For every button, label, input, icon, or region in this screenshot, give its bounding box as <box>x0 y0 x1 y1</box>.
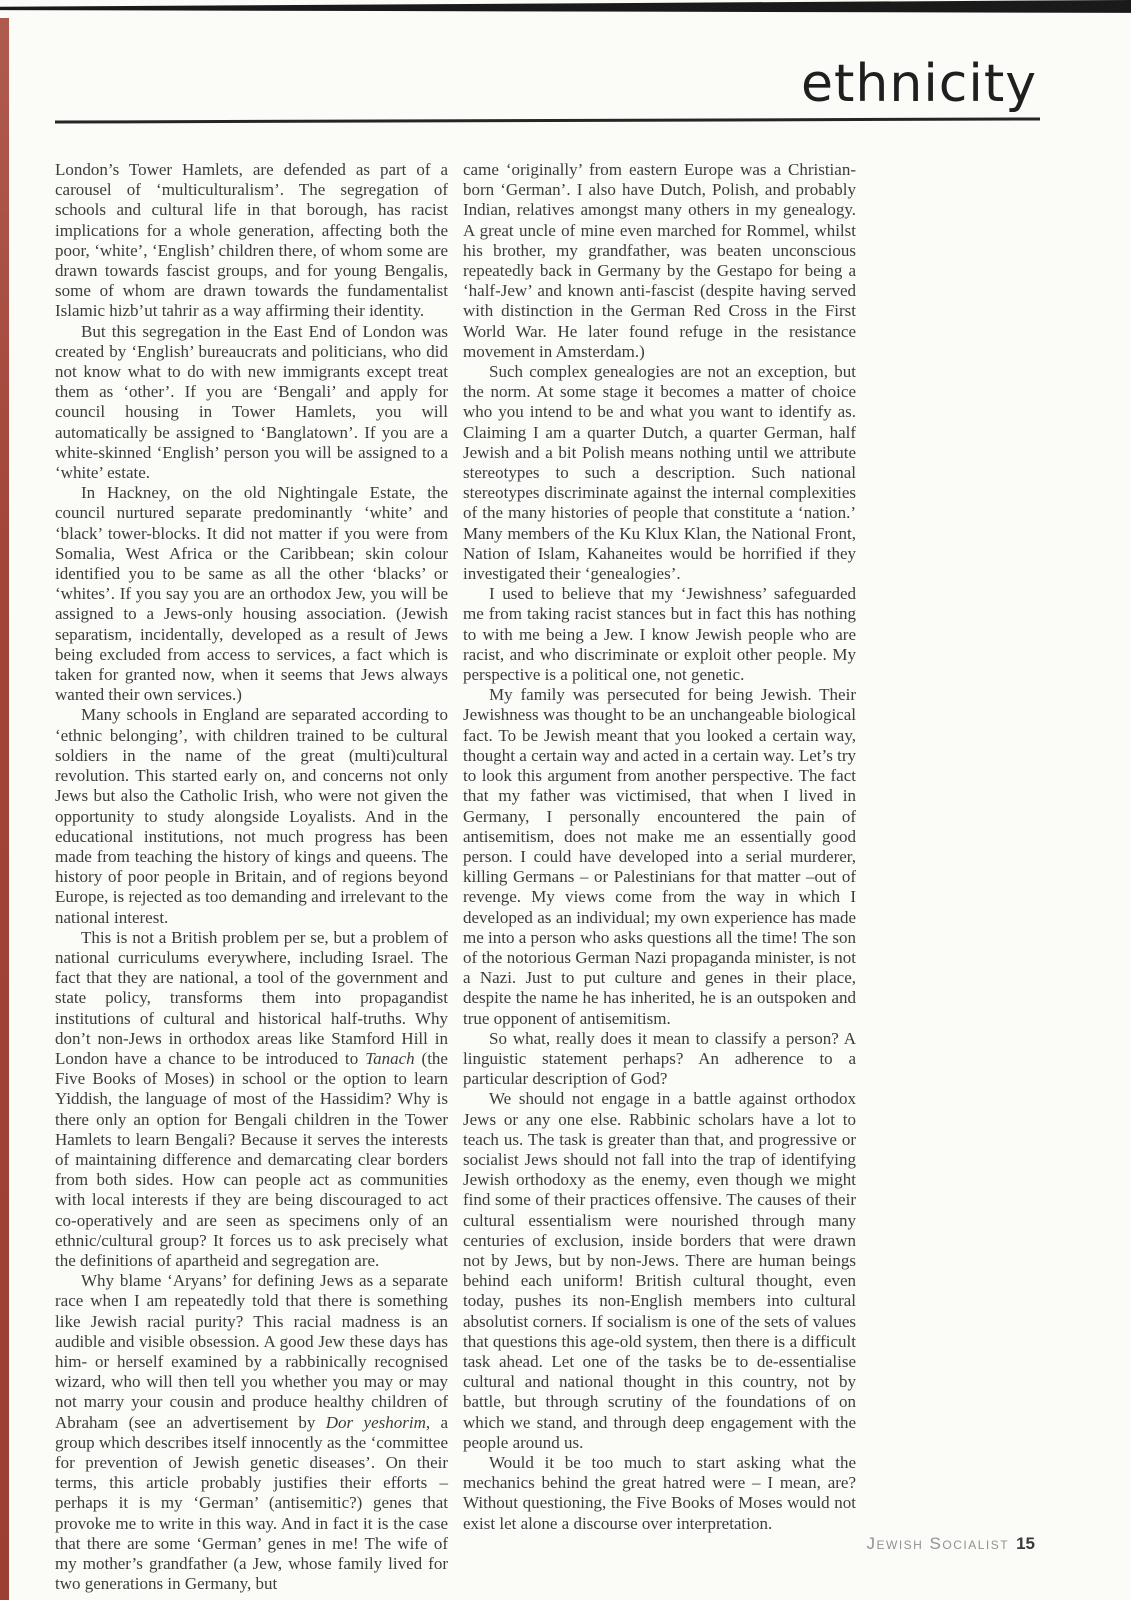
text-column-right <box>463 160 856 1534</box>
paragraph: We should not engage in a battle against orthodox Jews or any one else. Rabbinic scholars have a lot to teach us. The task is greater than that, and progressive or socialist Jews should not fall into the trap of identifying Jewish orthodoxy as the enemy, even though we might find some of their practices offensive. The causes of their cultural essentialism were nourished through many centuries of exclusion, inside borders that were drawn not by Jews, but by non-Jews. There are human beings behind each uniform! British cultural thought, even today, pushes its non-English members into cultural absolutist corners. If socialism is one of the sets of values that questions this age-old system, then there is a difficult task ahead. Let one of the tasks be to de-essentialise cultural and national thought in this country, not by battle, but through scrutiny of the foundations of on which we stand, and through deep engagement with the people around us. <box>463 1089 856 1452</box>
page-number: 15 <box>1016 1534 1035 1553</box>
paragraph: In Hackney, on the old Nightingale Estate, the council nurtured separate predominantly ‘white’ and ‘black’ tower-blocks. It did not matter if you were from Somalia, West Africa or the Caribbean; skin colour identified you to be same as all the other ‘blacks’ or ‘whites’. If you say you are an orthodox Jew, you will be assigned to a Jews-only housing association. (Jewish separatism, incidentally, developed as a result of Jews being excluded from access to services, a fact which is taken for granted now, when it seems that Jews always wanted their own services.) <box>55 483 448 705</box>
magazine-name: Jewish Socialist <box>866 1534 1010 1553</box>
paragraph: This is not a British problem per se, but a problem of national curriculums everywhere, including Israel. The fact that they are national, a tool of the government and state policy, transforms them into propagandist institutions of cultural and historical half-truths. Why don’t non-Jews in orthodox areas like Stamford Hill in London have a chance to be introduced to Tanach (the Five Books of Moses) in school or the option to learn Yiddish, the language of most of the Hassidim? Why is there only an option for Bengali children in the Tower Hamlets to learn Bengali? Because it serves the interests of maintaining difference and demarcating clear borders from both sides. How can people act as communities with local interests if they are being discouraged to act co-operatively and are seen as specimens only of an ethnic/cultural group? It forces us to ask precisely what the definitions of apartheid and segregation are. <box>55 927 448 1270</box>
paragraph: Many schools in England are separated according to ‘ethnic belonging’, with children trained to be cultural soldiers in the name of the great (multi)cultural revolution. This started early on, and concerns not only Jews but also the Catholic Irish, who were not given the opportunity to study alongside Loyalists. And in the educational institutions, not much progress has been made from teaching the history of kings and queens. The history of poor people in Britain, and of regions beyond Europe, is rejected as too demanding and irrelevant to the national interest. <box>55 705 448 927</box>
paragraph: I used to believe that my ‘Jewishness’ safeguarded me from taking racist stances but in fact this has nothing to with me being a Jew. I know Jewish people who are racist, and who discriminate or exploit other people. My perspective is a political one, not genetic. <box>463 584 856 685</box>
paragraph: My family was persecuted for being Jewish. Their Jewishness was thought to be an unchangeable biological fact. To be Jewish meant that you looked a certain way, thought a certain way and acted in a certain way. Let’s try to look this argument from another perspective. The fact that my father was victimised, that when I lived in Germany, I personally encountered the pain of antisemitism, does not make me an essentially good person. I could have developed into a serial murderer, killing Germans – or Palestinians for that matter –out of revenge. My views come from the way in which I developed as an individual; my own experience has made me into a person who asks questions all the time! The son of the notorious German Nazi propaganda minister, is not a Nazi. Just to put culture and genes in their place, despite the name he has inherited, he is an outspoken and true opponent of antisemitism. <box>463 685 856 1028</box>
paragraph: came ‘originally’ from eastern Europe was a Christian-born ‘German’. I also have Dutch, Polish, and probably Indian, relatives amongst many others in my genealogy. A great uncle of mine even marched for Rommel, whilst his brother, my grandfather, was beaten unconscious repeatedly back in Germany by the Gestapo for being a ‘half-Jew’ and known anti-fascist (despite having served with distinction in the German Red Cross in the First World War. He later found refuge in the resistance movement in Amsterdam.) <box>463 160 856 361</box>
text-column-left <box>55 160 448 1594</box>
paragraph: Such complex genealogies are not an exception, but the norm. At some stage it becomes a matter of choice who you intend to be and what you want to identify as. Claiming I am a quarter Dutch, a quarter German, half Jewish and a bit Polish means nothing until we attribute stereotypes to such a description. Such national stereotypes discriminate against the internal complexities of the many histories of people that constitute a ‘nation.’ Many members of the Ku Klux Klan, the National Front, Nation of Islam, Kahaneites would be horrified if they investigated their ‘genealogies’. <box>463 362 856 584</box>
page-footer <box>867 1534 1036 1554</box>
paragraph: So what, really does it mean to classify a person? A linguistic statement perhaps? An adherence to a particular description of God? <box>463 1028 856 1089</box>
page-top-scan-edge <box>0 0 1131 14</box>
section-title: ethnicity <box>801 54 1037 114</box>
paragraph: But this segregation in the East End of London was created by ‘English’ bureaucrats and politicians, who did not know what to do with new immigrants except treat them as ‘other’. If you are ‘Bengali’ and apply for council housing in Tower Hamlets, you will automatically be assigned to ‘Banglatown’. If you are a white-skinned ‘English’ person you will be assigned to a ‘white’ estate. <box>55 321 448 483</box>
header-rule <box>55 117 1040 123</box>
paragraph: Why blame ‘Aryans’ for defining Jews as a separate race when I am repeatedly told that there is something like Jewish racial purity? This racial madness is an audible and visible obsession. A good Jew these days has him- or herself examined by a rabbinically recognised wizard, who will then tell you whether you may or may not marry your cousin and produce healthy children of Abraham (see an advertisement by Dor yeshorim, a group which describes itself innocently as the ‘committee for prevention of Jewish genetic diseases’. On their terms, this article probably justifies their efforts – perhaps it is my ‘German’ (antisemitic?) genes that provoke me to write in this way. And in fact it is the case that there are some ‘German’ genes in me! The wife of my mother’s grandfather (a Jew, whose family lived for two generations in Germany, but <box>55 1271 449 1594</box>
paragraph: Would it be too much to start asking what the mechanics behind the great hatred were – I mean, are? Without questioning, the Five Books of Moses would not exist let alone a discourse over interpretation. <box>463 1453 856 1533</box>
page-left-scan-edge <box>0 18 9 1600</box>
paragraph: London’s Tower Hamlets, are defended as part of a carousel of ‘multiculturalism’. The segregation of schools and cultural life in that borough, has racist implications for a whole generation, affecting both the poor, ‘white’, ‘English’ children there, of whom some are drawn towards fascist groups, and for young Bengalis, some of whom are drawn towards the fundamentalist Islamic hizb’ut tahrir as a way affirming their identity. <box>55 160 448 321</box>
